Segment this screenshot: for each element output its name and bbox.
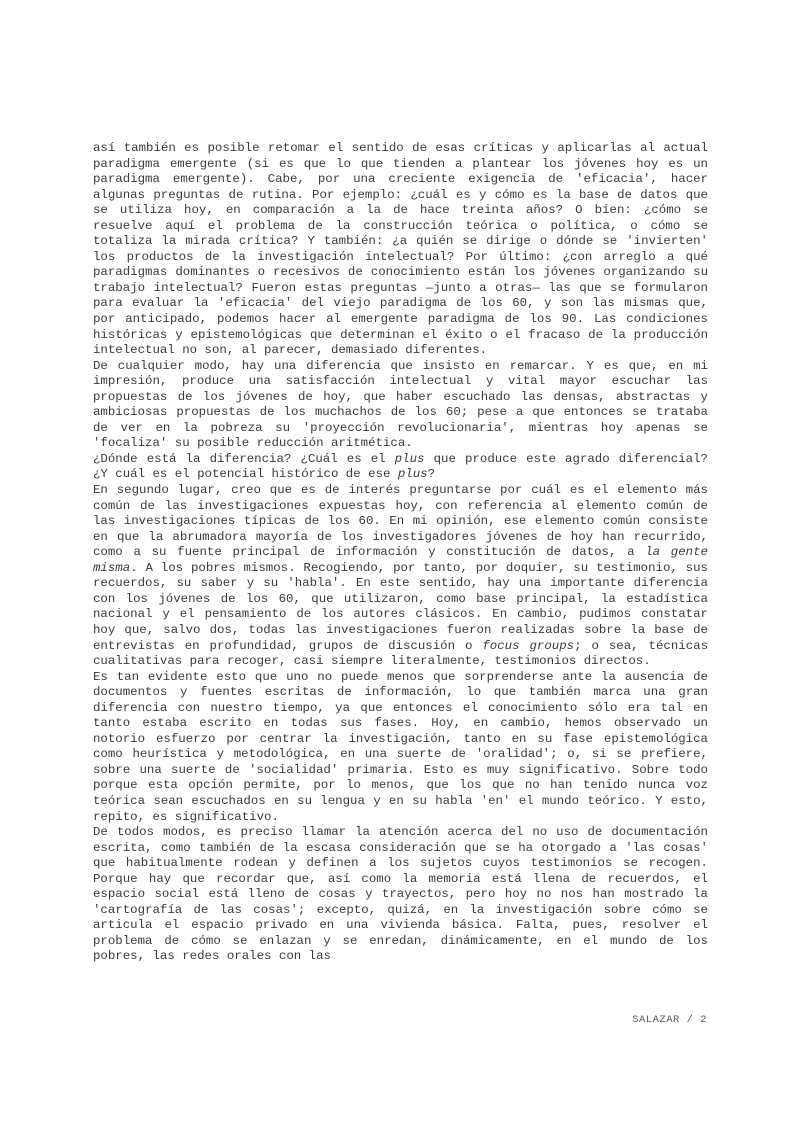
page-body bbox=[93, 141, 708, 965]
text-run: ; o sea, técnicas cualitativas para recoger, casi siempre literalmente, testimonios directos. bbox=[93, 638, 709, 669]
italic-text: focus groups bbox=[482, 638, 575, 653]
paragraph bbox=[93, 483, 708, 670]
text-run: De todos modos, es preciso llamar la atención acerca del no uso de documentación escrita, como también de la escasa consideración que se ha otorgado a 'las cosas' que habitualmente rodean y definen a los sujetos cuyos testimonios se recogen. Porque hay que recordar que, así como la memoria está llena de recuerdos, el espacio social está lleno de cosas y trayectos, pero hoy no nos han mostrado la 'cartografía de las cosas'; excepto, quizá, en la investigación sobre cómo se articula el espacio privado en una vivienda básica. Falta, pues, resolver el problema de cómo se enlazan y se enredan, dinámicamente, en el mundo de los pobres, las redes orales con las bbox=[93, 825, 708, 964]
running-footer: SALAZAR / 2 bbox=[632, 1014, 707, 1026]
paragraph bbox=[93, 670, 708, 825]
text-run: Es tan evidente esto que uno no puede menos que sorprenderse ante la ausencia de documentos y fuentes escritas de información, lo que también marca una gran diferencia con nuestro tiempo, ya que entonces el conocimiento sólo era tal en tanto estaba escrito en todas sus fases. Hoy, en cambio, hemos observado un notorio esfuerzo por centrar la investigación, tanto en su fase epistemológica como heurística y metodológica, en una suerte de 'oralidad'; o, si se prefiere, sobre una suerte de 'socialidad' primaria. Esto es muy significativo. Sobre todo porque esta opción permite, por lo menos, que los que no han tenido nunca voz teórica sean escuchados en su lengua y en su habla 'en' el mundo teórico. Y esto, repito, es significativo. bbox=[93, 669, 708, 824]
paragraph bbox=[93, 452, 708, 483]
paragraph bbox=[93, 825, 708, 965]
italic-text: plus bbox=[397, 467, 428, 482]
text-run: En segundo lugar, creo que es de interés preguntarse por cuál es el elemento más común de las investigaciones expuestas hoy, con referencia al elemento común de las investigaciones típicas de los 60. En mi opinión, ese elemento común consiste en que la abrumadora mayoría de los investigadores jóvenes de hoy han recurrido, como a su fuente principal de información y constitución de datos, a bbox=[93, 483, 708, 560]
italic-text: plus bbox=[394, 451, 425, 466]
text-run: . A los pobres mismos. Recogiendo, por tanto, por doquier, su testimonio, sus recuerdos, su saber y su 'habla'. En este sentido, hay una importante diferencia con los jóvenes de los 60, que utilizaron, como base principal, la estadística nacional y el pensamiento de los autores clásicos. En cambio, pudimos constatar hoy que, salvo dos, todas las investigaciones fueron realizadas sobre la base de entrevistas en profundidad, grupos de discusión o bbox=[93, 560, 708, 653]
text-run: ¿Dónde está la diferencia? ¿Cuál es el bbox=[93, 451, 395, 466]
text-run: ? bbox=[427, 467, 436, 482]
italic-text: la gente misma bbox=[93, 545, 708, 575]
text-run: así también es posible retomar el sentido de esas críticas y aplicarlas al actual paradigma emergente (si es que lo que tienden a plantear los jóvenes hoy es un paradigma emergente). Cabe, por una creciente exigencia de 'eficacia', hacer algunas preguntas de rutina. Por ejemplo: ¿cuál es y cómo es la base de datos que se utiliza hoy, en comparación a la de hace treinta años? O bien: ¿cómo se resuelve aquí el problema de la construcción teórica o política, o cómo se totaliza la mirada crítica? Y también: ¿a quién se dirige o dónde se 'invierten' los productos de la investigación intelectual? Por último: ¿con arreglo a qué paradigmas dominantes o recesivos de conocimiento están los jóvenes organizando su trabajo intelectual? Fueron estas preguntas —junto a otras— las que se formularon para evaluar la 'eficacia' del viejo paradigma de los 60, y son las mismas que, por anticipado, podemos hacer al emergente paradigma de los 90. Las condiciones históricas y epistemológicas que determinan el éxito o el fracaso de la producción intelectual no son, al parecer, demasiado diferentes. bbox=[93, 141, 708, 358]
paragraph bbox=[93, 359, 708, 452]
text-run: De cualquier modo, hay una diferencia que insisto en remarcar. Y es que, en mi impresión, produce una satisfacción intelectual y vital mayor escuchar las propuestas de los jóvenes de hoy, que haber escuchado las densas, abstractas y ambiciosas propuestas de los muchachos de los 60; pese a que entonces se trataba de ver en la pobreza su 'proyección revolucionaria', mientras hoy apenas se 'focaliza' su posible reducción aritmética. bbox=[93, 358, 708, 451]
paragraph bbox=[93, 141, 708, 359]
text-run: que produce este agrado diferencial? ¿Y cuál es el potencial histórico de ese bbox=[93, 451, 708, 482]
